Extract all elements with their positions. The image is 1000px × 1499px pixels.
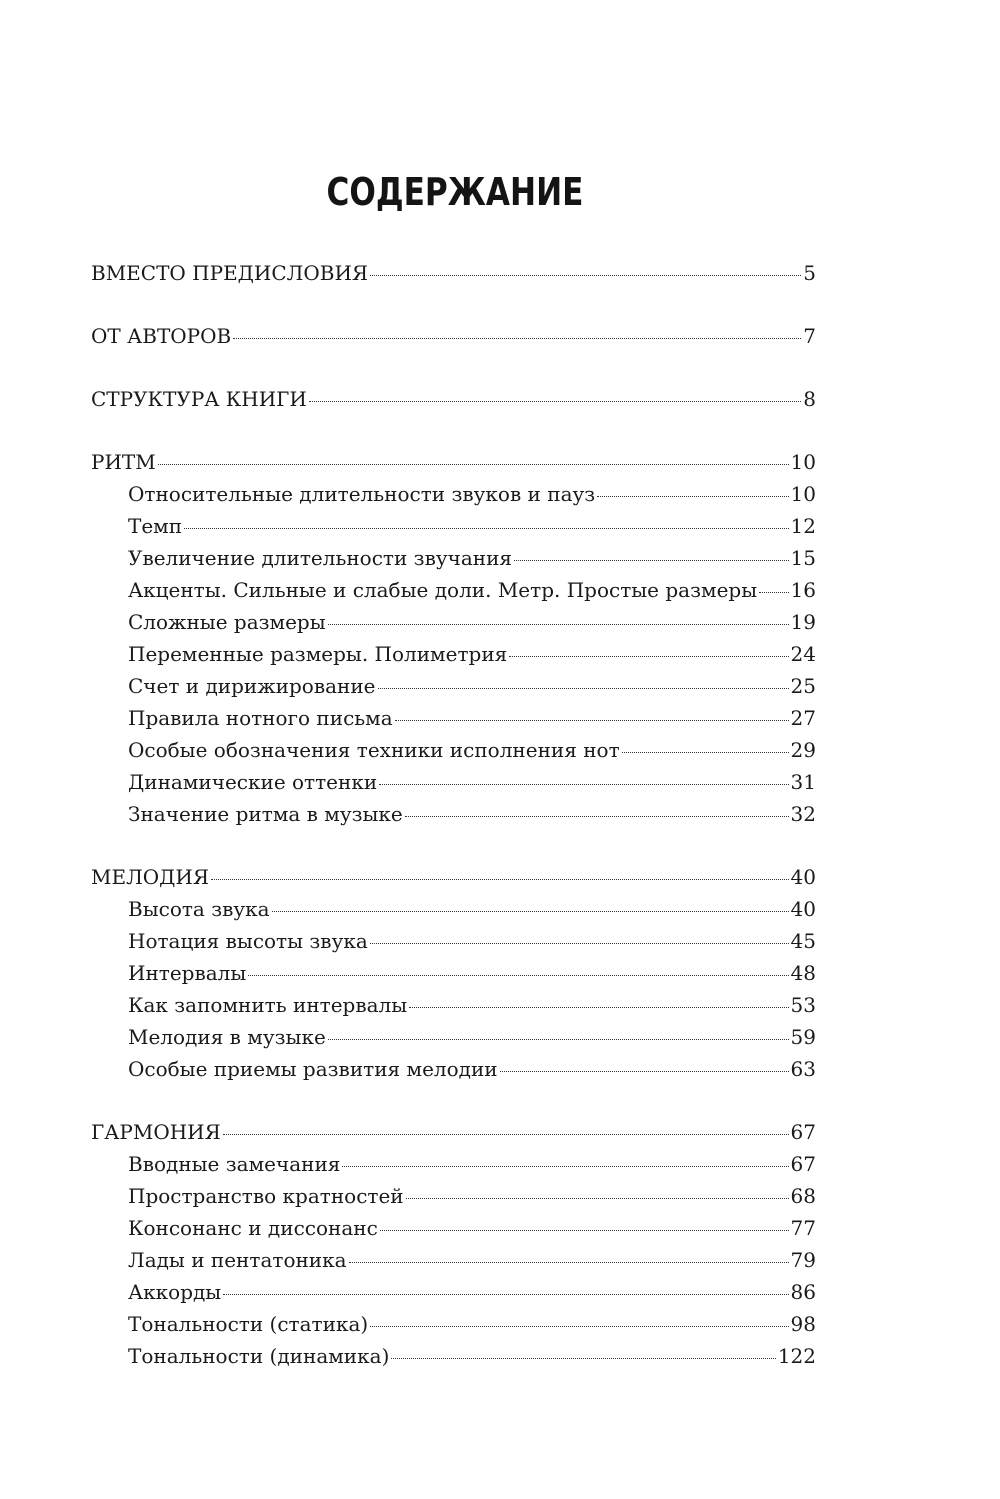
toc-entry-label: Тональности (статика) bbox=[128, 1312, 369, 1336]
toc-page-number: 5 bbox=[803, 261, 816, 285]
dot-leader bbox=[514, 560, 789, 561]
toc-page-number: 59 bbox=[790, 1025, 816, 1049]
toc-page-number: 122 bbox=[777, 1344, 816, 1368]
toc-entry[interactable] bbox=[91, 257, 816, 289]
toc-page-number: 27 bbox=[790, 706, 816, 730]
toc-entry-label: Вводные замечания bbox=[128, 1152, 341, 1176]
dot-leader bbox=[370, 943, 789, 944]
toc-entry-label: Как запомнить интервалы bbox=[128, 993, 408, 1017]
toc-entry-label: ОТ АВТОРОВ bbox=[91, 324, 232, 348]
dot-leader bbox=[509, 656, 788, 657]
toc-entry-label: Акценты. Сильные и слабые доли. Метр. Простые размеры bbox=[128, 578, 758, 602]
toc-entry-label: СТРУКТУРА КНИГИ bbox=[91, 387, 307, 411]
toc-entry-label: Аккорды bbox=[128, 1280, 222, 1304]
toc-entry-label: Нотация высоты звука bbox=[128, 929, 368, 953]
toc-page-number: 40 bbox=[790, 897, 816, 921]
toc-subentry[interactable] bbox=[91, 1308, 816, 1340]
toc-subentry[interactable] bbox=[91, 510, 816, 542]
dot-leader bbox=[233, 338, 801, 339]
toc-section bbox=[91, 446, 816, 830]
toc-entry-label: Особые приемы развития мелодии bbox=[128, 1057, 498, 1081]
toc-entry-label: Динамические оттенки bbox=[128, 770, 378, 794]
toc-entry-label: Интервалы bbox=[128, 961, 247, 985]
toc-entry-label: Сложные размеры bbox=[128, 610, 326, 634]
toc-subentry[interactable] bbox=[91, 1180, 816, 1212]
toc-subentry[interactable] bbox=[91, 670, 816, 702]
toc-section bbox=[91, 320, 816, 352]
toc-page-number: 98 bbox=[790, 1312, 816, 1336]
toc-page-number: 7 bbox=[803, 324, 816, 348]
dot-leader bbox=[370, 275, 801, 276]
dot-leader bbox=[759, 592, 788, 593]
toc-entry[interactable] bbox=[91, 383, 816, 415]
toc-entry-label: Значение ритма в музыке bbox=[128, 802, 403, 826]
toc-page-number: 67 bbox=[790, 1152, 816, 1176]
toc-page-number: 12 bbox=[790, 514, 816, 538]
dot-leader bbox=[500, 1071, 789, 1072]
toc-page-number: 15 bbox=[790, 546, 816, 570]
dot-leader bbox=[328, 1039, 789, 1040]
toc-entry-label: ВМЕСТО ПРЕДИСЛОВИЯ bbox=[91, 261, 369, 285]
toc-entry-label: Правила нотного письма bbox=[128, 706, 393, 730]
toc-subentry[interactable] bbox=[91, 574, 816, 606]
toc-entry-label: Пространство кратностей bbox=[128, 1184, 404, 1208]
toc-page-number: 8 bbox=[803, 387, 816, 411]
dot-leader bbox=[328, 624, 789, 625]
toc-subentry[interactable] bbox=[91, 478, 816, 510]
toc-entry-label: Счет и дирижирование bbox=[128, 674, 376, 698]
toc-section bbox=[91, 383, 816, 415]
dot-leader bbox=[597, 496, 788, 497]
dot-leader bbox=[378, 688, 789, 689]
toc-entry[interactable] bbox=[91, 861, 816, 893]
toc-entry-label: Тональности (динамика) bbox=[128, 1344, 390, 1368]
dot-leader bbox=[370, 1326, 788, 1327]
toc-subentry[interactable] bbox=[91, 606, 816, 638]
dot-leader bbox=[248, 975, 788, 976]
dot-leader bbox=[622, 752, 789, 753]
dot-leader bbox=[380, 1230, 789, 1231]
toc-subentry[interactable] bbox=[91, 925, 816, 957]
toc-page-number: 63 bbox=[790, 1057, 816, 1081]
dot-leader bbox=[272, 911, 789, 912]
toc-subentry[interactable] bbox=[91, 734, 816, 766]
toc-entry-label: Переменные размеры. Полиметрия bbox=[128, 642, 508, 666]
toc-entry-label: Темп bbox=[128, 514, 183, 538]
toc-entry-label: ГАРМОНИЯ bbox=[91, 1120, 221, 1144]
toc-subentry[interactable] bbox=[91, 798, 816, 830]
toc-page-number: 48 bbox=[790, 961, 816, 985]
toc-subentry[interactable] bbox=[91, 1244, 816, 1276]
table-of-contents bbox=[91, 257, 816, 1403]
dot-leader bbox=[184, 528, 788, 529]
toc-subentry[interactable] bbox=[91, 1148, 816, 1180]
dot-leader bbox=[349, 1262, 789, 1263]
dot-leader bbox=[342, 1166, 788, 1167]
toc-subentry[interactable] bbox=[91, 542, 816, 574]
toc-subentry[interactable] bbox=[91, 1340, 816, 1372]
dot-leader bbox=[223, 1294, 788, 1295]
toc-subentry[interactable] bbox=[91, 989, 816, 1021]
toc-entry-label: Относительные длительности звуков и пауз bbox=[128, 482, 596, 506]
toc-page-number: 40 bbox=[790, 865, 816, 889]
dot-leader bbox=[211, 879, 789, 880]
dot-leader bbox=[158, 464, 789, 465]
toc-subentry[interactable] bbox=[91, 1276, 816, 1308]
toc-page-number: 24 bbox=[790, 642, 816, 666]
toc-subentry[interactable] bbox=[91, 893, 816, 925]
toc-page-number: 53 bbox=[790, 993, 816, 1017]
toc-page-number: 31 bbox=[790, 770, 816, 794]
toc-page-number: 86 bbox=[790, 1280, 816, 1304]
toc-entry-label: Мелодия в музыке bbox=[128, 1025, 326, 1049]
dot-leader bbox=[409, 1007, 788, 1008]
toc-entry-label: МЕЛОДИЯ bbox=[91, 865, 210, 889]
dot-leader bbox=[309, 401, 801, 402]
toc-page-number: 19 bbox=[790, 610, 816, 634]
toc-subentry[interactable] bbox=[91, 1212, 816, 1244]
toc-entry-label: Увеличение длительности звучания bbox=[128, 546, 513, 570]
toc-page-number: 67 bbox=[790, 1120, 816, 1144]
toc-entry-label: Высота звука bbox=[128, 897, 270, 921]
toc-entry-label: Консонанс и диссонанс bbox=[128, 1216, 378, 1240]
toc-subentry[interactable] bbox=[91, 957, 816, 989]
toc-subentry[interactable] bbox=[91, 702, 816, 734]
dot-leader bbox=[395, 720, 789, 721]
toc-page-number: 77 bbox=[790, 1216, 816, 1240]
toc-section bbox=[91, 861, 816, 1085]
toc-subentry[interactable] bbox=[91, 766, 816, 798]
toc-page-number: 25 bbox=[790, 674, 816, 698]
dot-leader bbox=[391, 1358, 775, 1359]
toc-page-number: 16 bbox=[790, 578, 816, 602]
toc-subentry[interactable] bbox=[91, 1053, 816, 1085]
page-title: СОДЕРЖАНИЕ bbox=[326, 170, 584, 214]
toc-subentry[interactable] bbox=[91, 1021, 816, 1053]
toc-section bbox=[91, 1116, 816, 1372]
toc-page-number: 29 bbox=[790, 738, 816, 762]
toc-entry[interactable] bbox=[91, 320, 816, 352]
toc-page-number: 32 bbox=[790, 802, 816, 826]
toc-entry-label: Особые обозначения техники исполнения нот bbox=[128, 738, 620, 762]
dot-leader bbox=[223, 1134, 789, 1135]
toc-entry[interactable] bbox=[91, 446, 816, 478]
toc-page-number: 45 bbox=[790, 929, 816, 953]
toc-page-number: 79 bbox=[790, 1248, 816, 1272]
dot-leader bbox=[406, 1198, 789, 1199]
toc-entry-label: Лады и пентатоника bbox=[128, 1248, 347, 1272]
toc-entry-label: РИТМ bbox=[91, 450, 156, 474]
dot-leader bbox=[405, 816, 789, 817]
toc-entry[interactable] bbox=[91, 1116, 816, 1148]
toc-section bbox=[91, 257, 816, 289]
dot-leader bbox=[379, 784, 788, 785]
toc-page-number: 68 bbox=[790, 1184, 816, 1208]
toc-page-number: 10 bbox=[790, 450, 816, 474]
toc-subentry[interactable] bbox=[91, 638, 816, 670]
toc-page-number: 10 bbox=[790, 482, 816, 506]
